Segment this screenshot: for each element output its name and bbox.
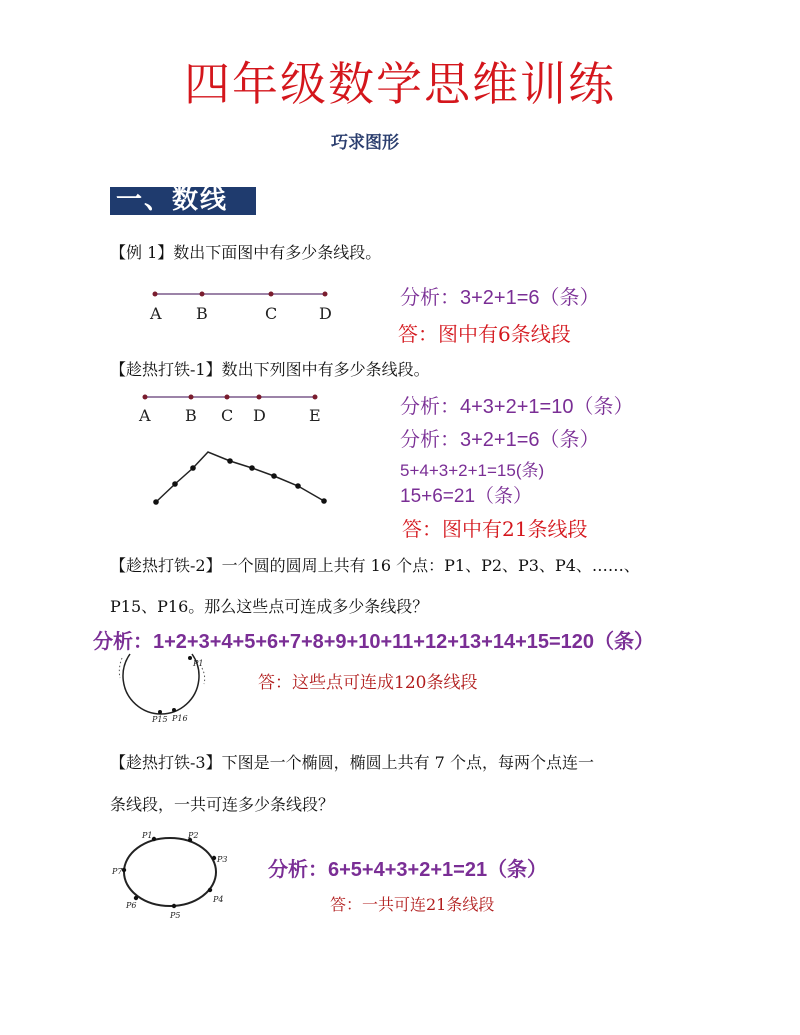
practice3-ellipse-diagram bbox=[112, 828, 232, 923]
polyline-point bbox=[249, 465, 255, 471]
practice1-analysis-1: 分析：4+3+2+1=10（条） bbox=[400, 396, 634, 418]
practice2-analysis: 分析：1+2+3+4+5+6+7+8+9+10+11+12+13+14+15=120（条） bbox=[93, 631, 655, 653]
label-a: A bbox=[139, 406, 151, 425]
label-a: A bbox=[150, 304, 162, 323]
label-b: B bbox=[196, 304, 208, 323]
practice1-polyline-diagram bbox=[150, 448, 335, 508]
polyline-point bbox=[271, 473, 277, 479]
point-b bbox=[200, 292, 205, 297]
point-a bbox=[153, 292, 158, 297]
point-b bbox=[189, 395, 194, 400]
polyline-point bbox=[321, 498, 327, 504]
practice2-circle-diagram bbox=[112, 648, 212, 728]
point-a bbox=[143, 395, 148, 400]
practice2-answer: 答：这些点可连成120条线段 bbox=[258, 673, 478, 693]
label-p1: P1 bbox=[142, 831, 153, 840]
practice3-question-line2: 条线段，一共可连多少条线段？ bbox=[110, 795, 335, 814]
practice1-line-diagram bbox=[135, 388, 330, 428]
practice2-question-line1: 【趁热打铁-2】一个圆的圆周上共有 16 个点：P1、P2、P3、P4、……、 bbox=[110, 556, 640, 575]
section-header: 一、数线 bbox=[116, 185, 229, 215]
example1-question: 【例 1】数出下面图中有多少条线段。 bbox=[110, 243, 382, 262]
polyline-point bbox=[295, 483, 301, 489]
point-c bbox=[269, 292, 274, 297]
practice1-analysis-2: 分析：3+2+1=6（条） bbox=[400, 429, 600, 451]
practice1-analysis-4: 15+6=21（条） bbox=[400, 486, 533, 507]
point-p1 bbox=[188, 656, 192, 660]
point-p16 bbox=[172, 708, 176, 712]
example1-analysis: 分析：3+2+1=6（条） bbox=[400, 287, 600, 309]
practice2-question-line2: P15、P16。那么这些点可连成多少条线段？ bbox=[110, 597, 429, 616]
polyline-point bbox=[153, 499, 159, 505]
label-p15: P15 bbox=[152, 715, 168, 724]
dots-right bbox=[202, 668, 205, 684]
practice3-analysis: 分析：6+5+4+3+2+1=21（条） bbox=[268, 859, 548, 881]
point-c bbox=[225, 395, 230, 400]
point-p3 bbox=[212, 856, 216, 860]
polyline bbox=[156, 452, 324, 502]
polyline-point bbox=[190, 465, 196, 471]
circle-arc bbox=[123, 654, 199, 714]
ellipse bbox=[124, 838, 216, 906]
point-d bbox=[323, 292, 328, 297]
label-c: C bbox=[221, 406, 234, 425]
label-d: D bbox=[253, 406, 266, 425]
point-p5 bbox=[172, 904, 176, 908]
label-d: D bbox=[319, 304, 332, 323]
label-p7: P7 bbox=[112, 867, 123, 876]
label-p3: P3 bbox=[217, 855, 228, 864]
practice1-answer: 答：图中有21条线段 bbox=[402, 517, 588, 541]
label-e: E bbox=[309, 406, 321, 425]
practice3-question-line1: 【趁热打铁-3】下图是一个椭圆，椭圆上共有 7 个点，每两个点连一 bbox=[110, 753, 594, 772]
point-p15 bbox=[158, 710, 162, 714]
label-c: C bbox=[265, 304, 278, 323]
label-p1: P1 bbox=[193, 659, 204, 668]
practice1-question: 【趁热打铁-1】数出下列图中有多少条线段。 bbox=[110, 360, 430, 379]
label-b: B bbox=[185, 406, 197, 425]
point-d bbox=[257, 395, 262, 400]
page-title: 四年级数学思维训练 bbox=[184, 57, 616, 111]
practice1-analysis-3: 5+4+3+2+1=15(条) bbox=[400, 461, 545, 480]
label-p6: P6 bbox=[126, 901, 137, 910]
practice3-answer: 答：一共可连21条线段 bbox=[330, 895, 495, 914]
dots-left bbox=[119, 658, 122, 678]
polyline-point bbox=[227, 458, 233, 464]
polyline-point bbox=[172, 481, 178, 487]
label-p4: P4 bbox=[213, 895, 224, 904]
label-p5: P5 bbox=[170, 911, 181, 920]
point-e bbox=[313, 395, 318, 400]
example1-answer: 答：图中有6条线段 bbox=[398, 322, 571, 346]
point-p4 bbox=[208, 888, 212, 892]
label-p16: P16 bbox=[172, 714, 188, 723]
point-p6 bbox=[134, 896, 138, 900]
page-subtitle: 巧求图形 bbox=[331, 133, 399, 153]
example1-line-diagram bbox=[140, 285, 340, 325]
label-p2: P2 bbox=[188, 831, 199, 840]
